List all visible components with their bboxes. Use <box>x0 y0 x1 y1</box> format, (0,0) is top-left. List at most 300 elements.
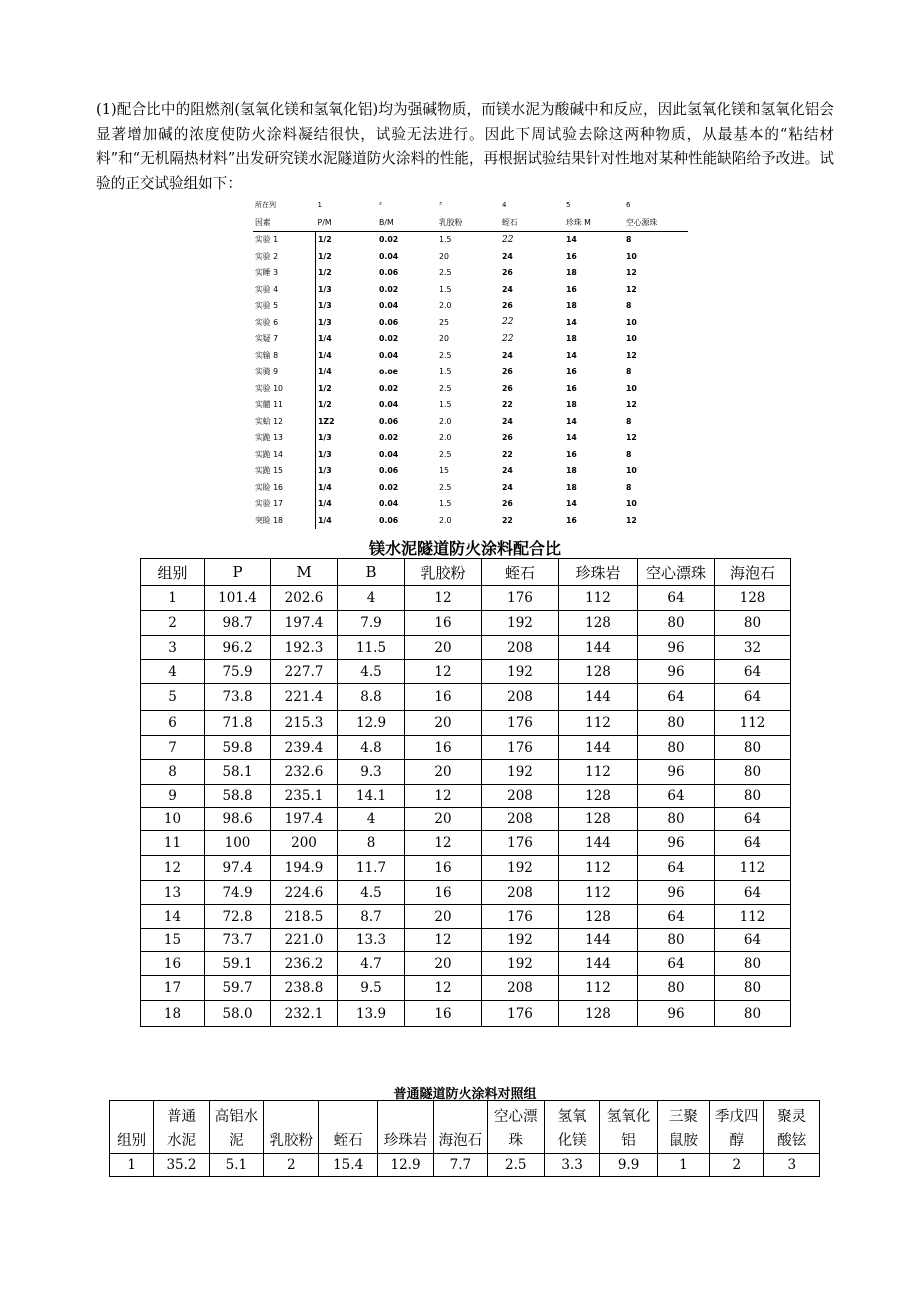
ortho-cell: 0.02 <box>379 433 399 443</box>
mix-cell: 101.4 <box>205 586 271 611</box>
ortho-cell: 18 <box>566 466 577 476</box>
ortho-header-row <box>253 214 688 231</box>
ortho-cell: 0.06 <box>379 466 399 476</box>
mix-table-row <box>141 952 791 976</box>
ortho-cell: 1/4 <box>316 479 378 496</box>
mix-cell: 221.4 <box>271 684 338 711</box>
mix-cell: 8.8 <box>338 684 405 711</box>
mix-cell: 112 <box>559 976 638 1001</box>
control-header-cell: 三聚 鼠胺 <box>657 1101 709 1154</box>
mix-cell: 20 <box>405 636 482 660</box>
ortho-cell: 0.06 <box>379 317 399 327</box>
control-header-cell: 聚灵 酸铉 <box>764 1101 820 1154</box>
ortho-cell: 突睑 18 <box>255 515 283 525</box>
mix-header-cell: 空心漂珠 <box>638 559 715 586</box>
mix-cell: 96 <box>638 636 715 660</box>
mix-table-row <box>141 831 791 856</box>
ortho-cell: 22 <box>502 449 513 459</box>
control-cell: 3.3 <box>544 1154 599 1177</box>
mix-cell: 20 <box>405 905 482 929</box>
ortho-cell: 实验 2 <box>255 251 279 261</box>
mix-cell: 192.3 <box>271 636 338 660</box>
mix-table-row <box>141 785 791 808</box>
ortho-cell: 1/2 <box>316 380 378 397</box>
ortho-cell: 10 <box>626 334 637 344</box>
ortho-cell: 22 <box>502 400 513 410</box>
ortho-cell: 0.06 <box>379 515 399 525</box>
ortho-cell: 2.0 <box>439 301 452 311</box>
control-header-row <box>110 1101 820 1154</box>
ortho-cell: 12 <box>626 350 637 360</box>
ortho-cell: 16 <box>566 284 577 294</box>
ortho-cell: 24 <box>502 482 513 492</box>
ortho-cell: 1Z2 <box>316 413 378 430</box>
mix-cell: 80 <box>638 929 715 952</box>
mix-cell: 96.2 <box>205 636 271 660</box>
mix-cell: 11.5 <box>338 636 405 660</box>
ortho-cell: 实骑 9 <box>255 367 279 377</box>
mix-cell: 73.8 <box>205 684 271 711</box>
mix-table-row <box>141 586 791 611</box>
ortho-header-cell: P/M <box>316 214 378 231</box>
ortho-cell: 10 <box>626 383 637 393</box>
mix-cell: 197.4 <box>271 611 338 636</box>
ortho-cell: 1.5 <box>439 367 452 377</box>
mix-cell: 96 <box>638 760 715 785</box>
mix-cell: 221.0 <box>271 929 338 952</box>
mix-cell: 80 <box>638 711 715 736</box>
ortho-cell: 1/4 <box>316 364 378 381</box>
mix-cell: 144 <box>559 831 638 856</box>
mix-cell: 176 <box>482 905 559 929</box>
mix-cell: 176 <box>482 586 559 611</box>
ortho-cell: 1/4 <box>316 347 378 364</box>
mix-cell: 8.7 <box>338 905 405 929</box>
mix-header-cell: P <box>205 559 271 586</box>
mix-cell: 4 <box>338 808 405 831</box>
control-cell: 2 <box>710 1154 764 1177</box>
ortho-table-row <box>253 347 688 364</box>
ortho-cell: 14 <box>566 235 577 245</box>
mix-cell: 200 <box>271 831 338 856</box>
mix-cell: 97.4 <box>205 856 271 881</box>
ortho-header-cell: 因素 <box>253 214 316 231</box>
ortho-cell: 1/4 <box>316 496 378 513</box>
mix-cell: 128 <box>715 586 791 611</box>
mix-cell: 74.9 <box>205 881 271 905</box>
mix-cell: 176 <box>482 711 559 736</box>
ortho-cell: 1.5 <box>439 499 452 509</box>
mix-cell: 16 <box>405 856 482 881</box>
mix-cell: 80 <box>715 760 791 785</box>
mix-cell: 208 <box>482 808 559 831</box>
ortho-cell: 2.5 <box>439 268 452 278</box>
mix-cell: 64 <box>715 929 791 952</box>
ortho-cell: 16 <box>566 383 577 393</box>
ortho-header-cell: 珍珠 M <box>564 214 624 231</box>
control-cell: 35.2 <box>154 1154 209 1177</box>
ortho-cell: 2.0 <box>439 515 452 525</box>
ortho-header-cell: B/M <box>377 214 437 231</box>
mix-cell: 112 <box>715 711 791 736</box>
ortho-table-row <box>253 479 688 496</box>
mix-cell: 64 <box>715 808 791 831</box>
mix-cell: 208 <box>482 684 559 711</box>
ortho-cell: 18 <box>566 301 577 311</box>
ortho-cell: 1/3 <box>316 314 378 331</box>
mix-cell: 20 <box>405 808 482 831</box>
ortho-cell: 2.0 <box>439 416 452 426</box>
ortho-cell: 实验 17 <box>255 499 283 509</box>
ortho-cell: 26 <box>502 268 513 278</box>
ortho-cell: 20 <box>439 251 449 261</box>
mix-cell: 238.8 <box>271 976 338 1001</box>
mix-cell: 232.6 <box>271 760 338 785</box>
ortho-cell: 1/3 <box>316 463 378 480</box>
ortho-cell: 14 <box>566 433 577 443</box>
mix-cell: 112 <box>715 905 791 929</box>
mix-cell: 64 <box>638 856 715 881</box>
mix-cell: 208 <box>482 785 559 808</box>
ortho-cell: 24 <box>502 466 513 476</box>
ortho-table-row <box>253 314 688 331</box>
ortho-header-cell: 乳胶粉 <box>437 214 500 231</box>
mix-cell: 64 <box>638 684 715 711</box>
mix-cell: 128 <box>559 1001 638 1027</box>
mix-cell: 73.7 <box>205 929 271 952</box>
ortho-cell: 15 <box>439 466 449 476</box>
mix-cell: 128 <box>559 905 638 929</box>
mix-cell: 192 <box>482 611 559 636</box>
control-header-cell: 季戊四 醇 <box>710 1101 764 1154</box>
mix-table-row <box>141 856 791 881</box>
mix-cell: 144 <box>559 736 638 760</box>
mix-cell: 18 <box>141 1001 205 1027</box>
ortho-cell: 0.02 <box>379 284 399 294</box>
mix-header-cell: B <box>338 559 405 586</box>
mix-table-row <box>141 808 791 831</box>
mix-cell: 64 <box>638 785 715 808</box>
ortho-cell: 实蛤 12 <box>255 416 283 426</box>
ortho-cell: 10 <box>626 317 637 327</box>
mix-cell: 80 <box>715 736 791 760</box>
control-cell: 1 <box>657 1154 709 1177</box>
mix-cell: 232.1 <box>271 1001 338 1027</box>
ortho-cell: 0.02 <box>379 235 399 245</box>
ortho-cell: 1/2 <box>316 231 378 248</box>
mix-table-row <box>141 736 791 760</box>
ortho-column-index-cell: 1 <box>317 201 322 209</box>
ortho-column-index-cell: 4 <box>502 201 507 209</box>
ortho-cell: 实验 1 <box>255 235 279 245</box>
mix-cell: 80 <box>715 976 791 1001</box>
control-header-cell: 氢氧化 铝 <box>600 1101 657 1154</box>
control-cell: 3 <box>764 1154 820 1177</box>
mix-table-row <box>141 684 791 711</box>
ortho-cell: 22 <box>502 515 513 525</box>
mix-cell: 9 <box>141 785 205 808</box>
ortho-column-index-row <box>253 196 688 214</box>
control-header-cell: 乳胶粉 <box>264 1101 319 1154</box>
mix-cell: 20 <box>405 952 482 976</box>
mix-cell: 8 <box>141 760 205 785</box>
intro-paragraph: (1)配合比中的阻燃剂(氢氧化镁和氢氧化铝)均为强碱物质，而镁水泥为酸碱中和反应，因此氢氧化镁和氢氧化铝会显著增加碱的浓度使防火涂料凝结很快，试验无法进行。因此下周试验去除这两种物质，从最基本的“粘结材料”和“无机隔热材料”出发研究镁水泥隧道防火涂料的性能，再根据试验结果针对性地对某种性能缺陷给予改进。试验的正交试验组如下： <box>96 101 834 192</box>
ortho-cell: 1/2 <box>316 248 378 265</box>
mix-cell: 3 <box>141 636 205 660</box>
ortho-table-row <box>253 463 688 480</box>
ortho-header-cell: 蛭石 <box>500 214 564 231</box>
ortho-table-row <box>253 496 688 513</box>
mix-cell: 5 <box>141 684 205 711</box>
ortho-cell: 1/4 <box>316 512 378 529</box>
mix-header-cell: 组别 <box>141 559 205 586</box>
ortho-cell: 24 <box>502 350 513 360</box>
mix-cell: 96 <box>638 831 715 856</box>
ortho-cell: 20 <box>439 334 449 344</box>
mix-cell: 176 <box>482 1001 559 1027</box>
ortho-column-index-cell: 6 <box>626 201 631 209</box>
ortho-cell: 2.5 <box>439 350 452 360</box>
mix-cell: 10 <box>141 808 205 831</box>
ortho-table-row <box>253 446 688 463</box>
mix-cell: 98.7 <box>205 611 271 636</box>
mix-cell: 215.3 <box>271 711 338 736</box>
ortho-cell: 实疑 7 <box>255 334 279 344</box>
mix-table-row <box>141 905 791 929</box>
mix-header-row <box>141 559 791 586</box>
mix-cell: 64 <box>638 905 715 929</box>
mix-cell: 1 <box>141 586 205 611</box>
mix-cell: 6 <box>141 711 205 736</box>
ortho-cell: 2.5 <box>439 383 452 393</box>
ortho-table-row <box>253 397 688 414</box>
ortho-cell: 0.02 <box>379 383 399 393</box>
mix-cell: 59.7 <box>205 976 271 1001</box>
ortho-cell: 25 <box>439 317 449 327</box>
mix-cell: 96 <box>638 660 715 684</box>
ortho-table-row <box>253 248 688 265</box>
ortho-cell: 0.06 <box>379 416 399 426</box>
ortho-cell: 22 <box>502 317 514 328</box>
control-cell: 7.7 <box>434 1154 487 1177</box>
ortho-cell: 实输 8 <box>255 350 279 360</box>
ortho-cell: 实验 6 <box>255 317 279 327</box>
control-header-cell: 普通 水泥 <box>154 1101 209 1154</box>
mix-cell: 112 <box>559 586 638 611</box>
ortho-column-index-cell: ³ <box>439 201 442 209</box>
ortho-table-row <box>253 265 688 282</box>
mix-cell: 4.5 <box>338 660 405 684</box>
ortho-cell: 1/4 <box>316 331 378 348</box>
ortho-cell: 26 <box>502 383 513 393</box>
mix-cell: 128 <box>559 611 638 636</box>
mix-table-row <box>141 976 791 1001</box>
mix-cell: 98.6 <box>205 808 271 831</box>
mix-cell: 144 <box>559 684 638 711</box>
mix-cell: 202.6 <box>271 586 338 611</box>
mix-cell: 236.2 <box>271 952 338 976</box>
mix-cell: 17 <box>141 976 205 1001</box>
ortho-cell: 16 <box>566 515 577 525</box>
ortho-column-index-cell: 5 <box>566 201 571 209</box>
mix-cell: 96 <box>638 1001 715 1027</box>
mix-cell: 9.3 <box>338 760 405 785</box>
ortho-cell: 实验 5 <box>255 301 279 311</box>
mix-cell: 192 <box>482 660 559 684</box>
control-header-cell: 空心漂 珠 <box>487 1101 544 1154</box>
mix-cell: 12 <box>405 929 482 952</box>
mix-cell: 9.5 <box>338 976 405 1001</box>
mix-cell: 194.9 <box>271 856 338 881</box>
mix-cell: 20 <box>405 760 482 785</box>
mix-cell: 235.1 <box>271 785 338 808</box>
control-cell: 2.5 <box>487 1154 544 1177</box>
mix-cell: 112 <box>559 856 638 881</box>
ortho-cell: o.oe <box>379 367 398 377</box>
mix-cell: 239.4 <box>271 736 338 760</box>
ortho-cell: 12 <box>626 515 637 525</box>
ortho-table-row <box>253 413 688 430</box>
control-table-row <box>110 1154 820 1177</box>
mix-cell: 16 <box>405 736 482 760</box>
ortho-cell: 24 <box>502 251 513 261</box>
mix-cell: 7 <box>141 736 205 760</box>
mix-cell: 75.9 <box>205 660 271 684</box>
ortho-table-row <box>253 331 688 348</box>
mix-table-row <box>141 1001 791 1027</box>
ortho-cell: 0.02 <box>379 482 399 492</box>
mix-cell: 192 <box>482 929 559 952</box>
mix-cell: 8 <box>338 831 405 856</box>
ortho-cell: 2.5 <box>439 449 452 459</box>
ortho-cell: 0.04 <box>379 350 399 360</box>
ortho-cell: 1/3 <box>316 446 378 463</box>
ortho-column-index-cell: ² <box>379 201 382 209</box>
mix-cell: 7.9 <box>338 611 405 636</box>
mix-table-row <box>141 929 791 952</box>
control-header-cell: 珍珠岩 <box>377 1101 433 1154</box>
ortho-cell: 实睑 16 <box>255 482 283 492</box>
ortho-cell: 8 <box>626 482 632 492</box>
mix-cell: 20 <box>405 711 482 736</box>
mix-cell: 112 <box>559 711 638 736</box>
mix-cell: 12 <box>405 660 482 684</box>
ortho-cell: 12 <box>626 400 637 410</box>
mix-cell: 58.0 <box>205 1001 271 1027</box>
mix-cell: 59.1 <box>205 952 271 976</box>
ortho-cell: 14 <box>566 499 577 509</box>
control-cell: 5.1 <box>209 1154 263 1177</box>
mix-cell: 2 <box>141 611 205 636</box>
mix-cell: 12 <box>405 586 482 611</box>
mix-cell: 192 <box>482 856 559 881</box>
control-table-title: 普通隧道防火涂料对照组 <box>393 1087 537 1102</box>
mix-cell: 80 <box>715 785 791 808</box>
ortho-cell: 24 <box>502 416 513 426</box>
ortho-cell: 16 <box>566 449 577 459</box>
ortho-cell: 1.5 <box>439 235 452 245</box>
mix-cell: 64 <box>715 881 791 905</box>
mix-header-cell: 珍珠岩 <box>559 559 638 586</box>
mix-table-row <box>141 636 791 660</box>
ortho-cell: 实跪 15 <box>255 466 283 476</box>
control-cell: 2 <box>264 1154 319 1177</box>
ortho-cell: 实验 10 <box>255 383 283 393</box>
ortho-cell: 18 <box>566 482 577 492</box>
mix-cell: 100 <box>205 831 271 856</box>
mix-cell: 16 <box>405 684 482 711</box>
mix-cell: 12 <box>405 785 482 808</box>
mix-cell: 176 <box>482 736 559 760</box>
mix-table-row <box>141 660 791 684</box>
mix-cell: 13 <box>141 881 205 905</box>
ortho-cell: 14 <box>566 317 577 327</box>
ortho-cell: 18 <box>566 268 577 278</box>
mix-cell: 192 <box>482 760 559 785</box>
mix-cell: 71.8 <box>205 711 271 736</box>
mix-table-row <box>141 760 791 785</box>
mix-cell: 224.6 <box>271 881 338 905</box>
mix-cell: 112 <box>559 881 638 905</box>
mix-cell: 128 <box>559 785 638 808</box>
ortho-cell: 12 <box>626 433 637 443</box>
ortho-column-index-cell: 所在列 <box>255 201 276 209</box>
ortho-cell: 16 <box>566 367 577 377</box>
ortho-cell: 16 <box>566 251 577 261</box>
ortho-cell: 10 <box>626 466 637 476</box>
mix-cell: 72.8 <box>205 905 271 929</box>
ortho-cell: 0.04 <box>379 251 399 261</box>
ortho-cell: 8 <box>626 367 632 377</box>
mix-cell: 197.4 <box>271 808 338 831</box>
ortho-cell: 1/2 <box>316 265 378 282</box>
ortho-cell: 22 <box>502 333 514 344</box>
ortho-cell: 实验 4 <box>255 284 279 294</box>
ortho-cell: 实跪 13 <box>255 433 283 443</box>
mix-cell: 4.7 <box>338 952 405 976</box>
mix-cell: 64 <box>638 586 715 611</box>
ortho-cell: 10 <box>626 251 637 261</box>
mix-cell: 12 <box>141 856 205 881</box>
mix-cell: 64 <box>715 831 791 856</box>
mix-header-cell: 海泡石 <box>715 559 791 586</box>
ortho-cell: 1/2 <box>316 397 378 414</box>
ortho-cell: 12 <box>626 268 637 278</box>
control-cell: 12.9 <box>377 1154 433 1177</box>
control-header-cell: 蛭石 <box>319 1101 377 1154</box>
ortho-table-row <box>253 430 688 447</box>
mix-table-row <box>141 611 791 636</box>
ortho-cell: 0.04 <box>379 449 399 459</box>
mix-cell: 16 <box>405 611 482 636</box>
mix-cell: 4.8 <box>338 736 405 760</box>
mix-cell: 58.8 <box>205 785 271 808</box>
ortho-cell: 26 <box>502 367 513 377</box>
ortho-cell: 14 <box>566 416 577 426</box>
ortho-cell: 0.04 <box>379 400 399 410</box>
mix-cell: 11 <box>141 831 205 856</box>
mix-cell: 16 <box>405 881 482 905</box>
ortho-cell: 24 <box>502 284 513 294</box>
ortho-table-row <box>253 281 688 298</box>
ortho-cell: 26 <box>502 499 513 509</box>
ortho-header-cell: 空心源珠 <box>624 214 688 231</box>
mix-ratio-table <box>140 558 791 1027</box>
mix-cell: 4.5 <box>338 881 405 905</box>
ortho-table-row <box>253 364 688 381</box>
ortho-cell: 2.5 <box>439 482 452 492</box>
control-header-cell: 组别 <box>110 1101 154 1154</box>
